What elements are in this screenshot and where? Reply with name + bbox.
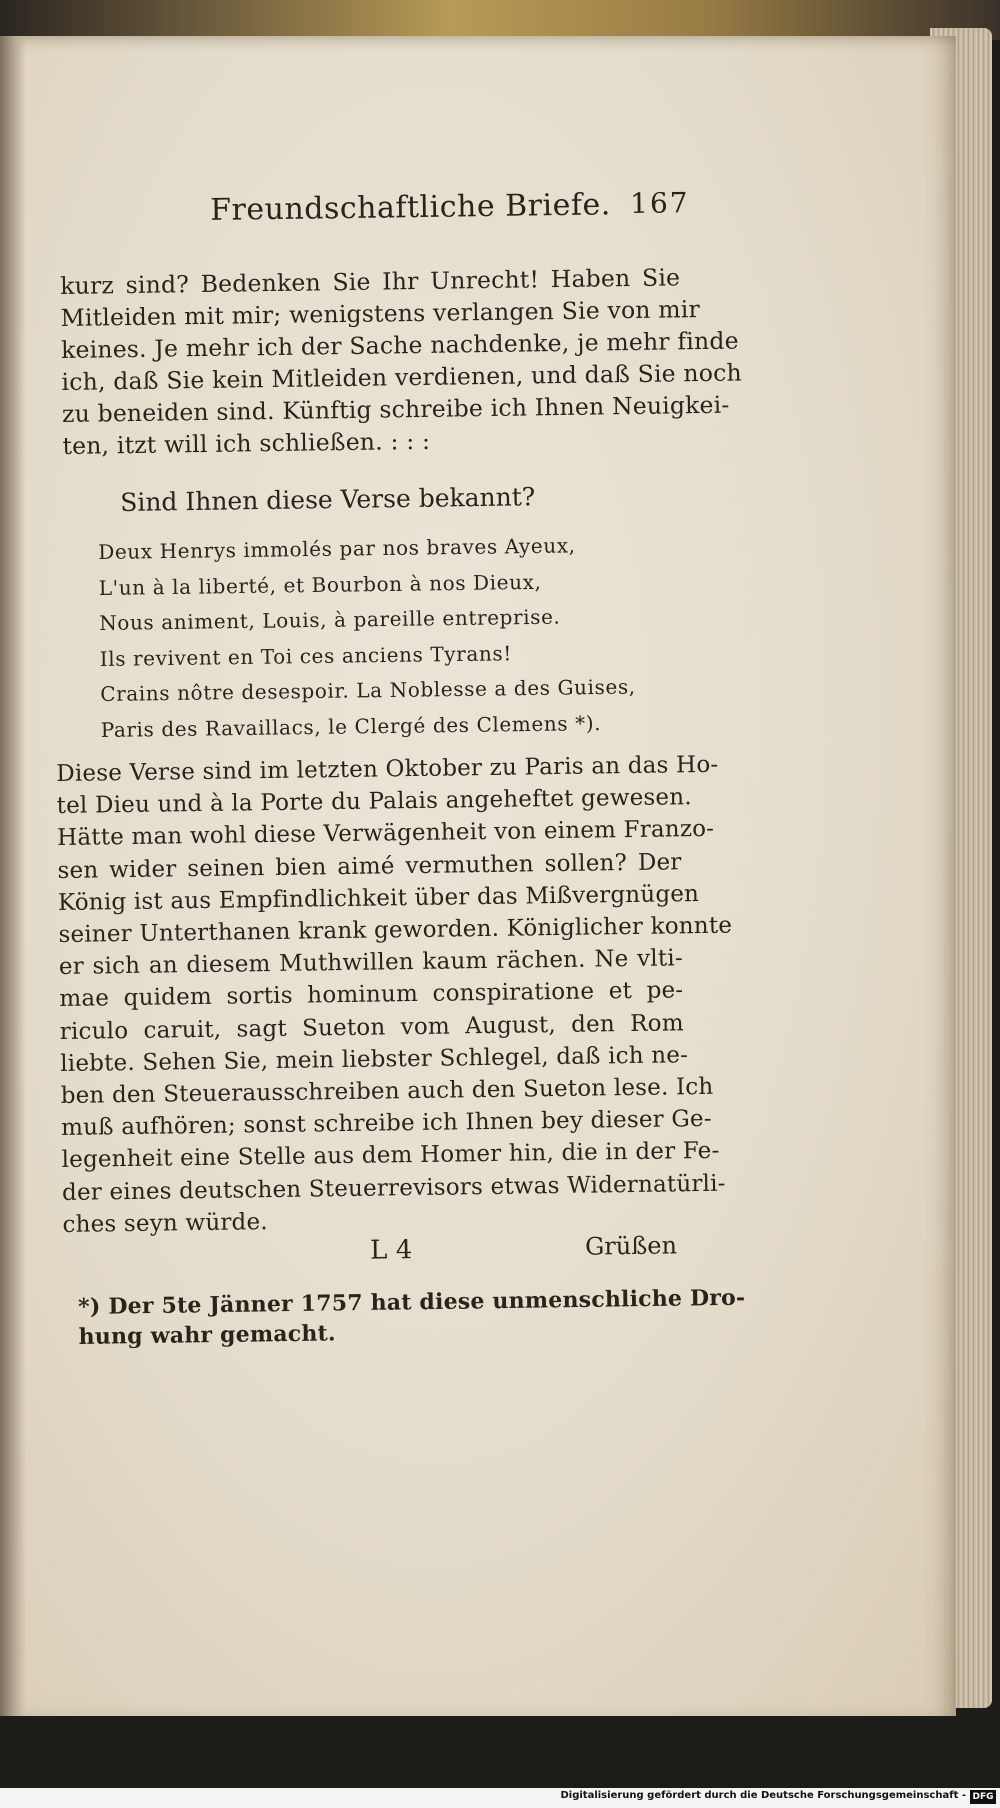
- signature-mark: L 4: [369, 1235, 413, 1266]
- footnote-line: hung wahr gemacht.: [78, 1320, 336, 1350]
- text-line: der eines deutschen Steuerrevisors etwas Widernatürli-: [61, 1170, 726, 1206]
- text-line: sen wider seinen bien aimé vermuthen sollen? Der: [57, 848, 682, 884]
- page-number: 167: [629, 186, 690, 221]
- text-line: Diese Verse sind im letzten Oktober zu Paris an das Ho-: [56, 751, 719, 787]
- text-line: seiner Unterthanen krank geworden. Königlicher konnte: [58, 912, 733, 948]
- running-title: Freundschaftliche Briefe.: [209, 187, 611, 228]
- verse-line: L'un à la liberté, et Bourbon à nos Dieux,: [98, 569, 542, 600]
- text-line: ches seyn würde.: [62, 1208, 268, 1238]
- text-line: tel Dieu und à la Porte du Palais angeheftet gewesen.: [56, 784, 692, 820]
- text-line: Hätte man wohl diese Verwägenheit von einem Franzo-: [56, 816, 715, 852]
- verse-line: Paris des Ravaillacs, le Clergé des Clemens *).: [100, 710, 602, 742]
- digitization-credit: Digitalisierung gefördert durch die Deutsche Forschungsgemeinschaft -: [560, 1790, 966, 1801]
- text-line: König ist aus Empfindlichkeit über das Mißvergnügen: [57, 880, 700, 916]
- verse-question: Sind Ihnen diese Verse bekannt?: [120, 482, 536, 517]
- text-line: ich, daß Sie kein Mitleiden verdienen, und daß Sie noch: [61, 358, 743, 396]
- text-line: mae quidem sortis hominum conspiratione et pe-: [59, 977, 684, 1013]
- verse-line: Deux Henrys immolés par nos braves Ayeux,: [98, 533, 576, 564]
- verse-line: Crains nôtre desespoir. La Noblesse a des Guises,: [100, 674, 636, 706]
- text-line: legenheit eine Stelle aus dem Homer hin, die in der Fe-: [61, 1138, 720, 1174]
- text-line: zu beneiden sind. Künftig schreibe ich Ihnen Neuigkei-: [61, 390, 730, 428]
- text-line: riculo caruit, sagt Sueton vom August, den Rom: [59, 1009, 684, 1045]
- footnote: [78, 1284, 746, 1352]
- footnote-line: *) Der 5te Jänner 1757 hat diese unmenschliche Dro-: [78, 1284, 746, 1320]
- text-line: Mitleiden mit mir; wenigstens verlangen Sie von mir: [60, 295, 701, 332]
- catchword: Grüßen: [584, 1231, 678, 1261]
- dfg-logo: DFG: [970, 1790, 996, 1804]
- verse-line: Ils revivent en Toi ces anciens Tyrans!: [99, 640, 513, 671]
- text-line: kurz sind? Bedenken Sie Ihr Unrecht! Haben Sie: [60, 263, 681, 300]
- text-line: ten, itzt will ich schließen. : : :: [62, 426, 431, 460]
- text-line: ben den Steuerausschreiben auch den Sueton lese. Ich: [60, 1073, 714, 1109]
- page-header: [60, 186, 690, 239]
- paragraph-1: [60, 261, 743, 462]
- backdrop-top: [0, 0, 1000, 40]
- verse-block: [98, 528, 636, 748]
- paragraph-2: [56, 749, 733, 1241]
- text-line: keines. Je mehr ich der Sache nachdenke, je mehr finde: [60, 326, 739, 364]
- verse-line: Nous animent, Louis, à pareille entreprise.: [99, 604, 561, 635]
- text-line: liebte. Sehen Sie, mein liebster Schlegel, daß ich ne-: [60, 1042, 689, 1077]
- text-line: muß aufhören; sonst schreibe ich Ihnen bey dieser Ge-: [60, 1106, 712, 1142]
- book-binding: [0, 36, 26, 1716]
- text-line: er sich an diesem Muthwillen kaum rächen. Ne vlti-: [58, 945, 684, 981]
